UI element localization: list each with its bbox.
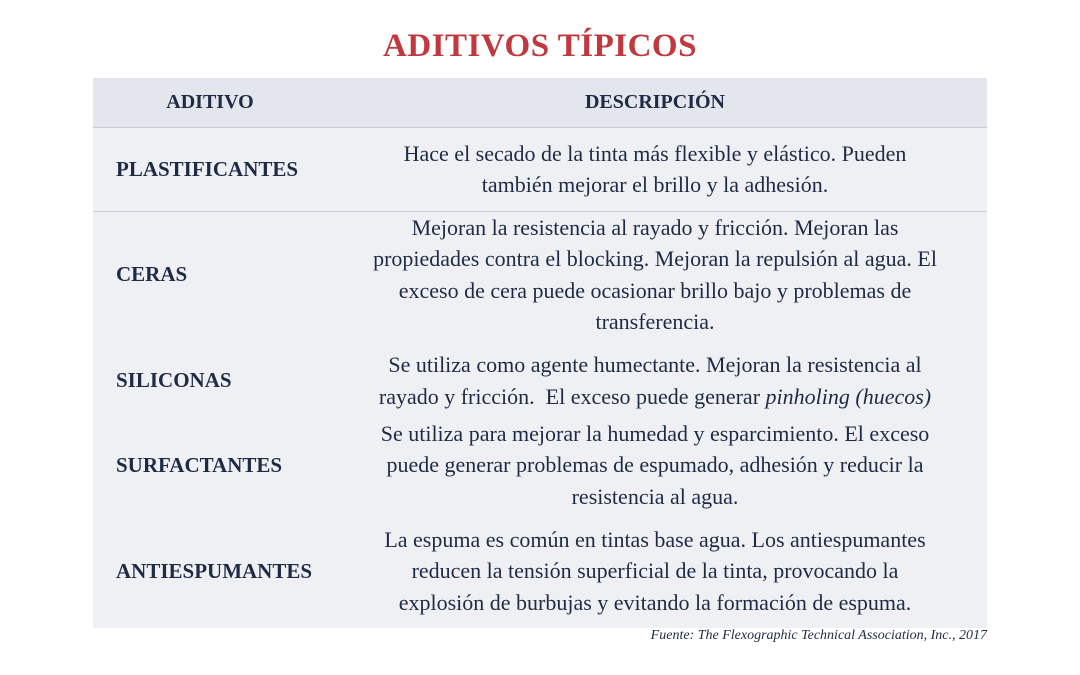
- additive-description: [327, 418, 983, 513]
- table-row-antiespumantes: [93, 524, 987, 618]
- table-row-ceras: [93, 212, 987, 337]
- description-line: explosión de burbujas y evitando la formación de espuma.: [398, 589, 912, 615]
- table-row-siliconas: [93, 349, 987, 412]
- additive-description: [327, 138, 983, 201]
- header-aditivo: ADITIVO: [166, 91, 254, 113]
- description-line: [327, 381, 983, 413]
- additive-description: [327, 524, 983, 619]
- page-title: ADITIVOS TÍPICOS: [383, 28, 697, 64]
- table-row-plastificantes: [93, 128, 987, 210]
- description-line: propiedades contra el blocking. Mejoran la repulsión al agua. El: [373, 246, 937, 271]
- description-line: Se utiliza como agente humectante. Mejoran la resistencia al: [388, 352, 922, 377]
- description-line: Hace el secado de la tinta más flexible y elástico. Pueden: [403, 140, 907, 166]
- description-line: transferencia.: [595, 309, 715, 334]
- additive-description: [327, 212, 983, 338]
- table-row-surfactantes: [93, 418, 987, 512]
- description-italic-term: pinholing (huecos): [765, 383, 932, 409]
- description-line: Se utiliza para mejorar la humedad y esparcimiento. El exceso: [380, 420, 930, 446]
- description-line: resistencia al agua.: [571, 483, 739, 509]
- additive-description: [327, 349, 983, 412]
- additive-name: CERAS: [116, 262, 188, 286]
- description-line: exceso de cera puede ocasionar brillo bajo y problemas de: [398, 277, 912, 303]
- description-line: puede generar problemas de espumado, adhesión y reducir la: [386, 452, 924, 478]
- additive-name: ANTIESPUMANTES: [116, 558, 313, 583]
- additive-name: SURFACTANTES: [116, 452, 283, 477]
- header-descripcion: DESCRIPCIÓN: [584, 90, 726, 113]
- description-text: rayado y fricción. El exceso puede generar: [378, 383, 766, 409]
- additives-table: [93, 78, 987, 628]
- source-citation: Fuente: The Flexographic Technical Association, Inc., 2017: [650, 628, 987, 643]
- table-header-row: [93, 78, 987, 128]
- description-line: también mejorar el brillo y la adhesión.: [481, 172, 829, 197]
- description-line: Mejoran la resistencia al rayado y fricción. Mejoran las: [411, 214, 899, 240]
- additive-name: PLASTIFICANTES: [116, 156, 299, 181]
- additive-name: SILICONAS: [116, 368, 232, 392]
- description-line: La espuma es común en tintas base agua. Los antiespumantes: [384, 526, 926, 552]
- description-line: reducen la tensión superficial de la tinta, provocando la: [411, 558, 899, 584]
